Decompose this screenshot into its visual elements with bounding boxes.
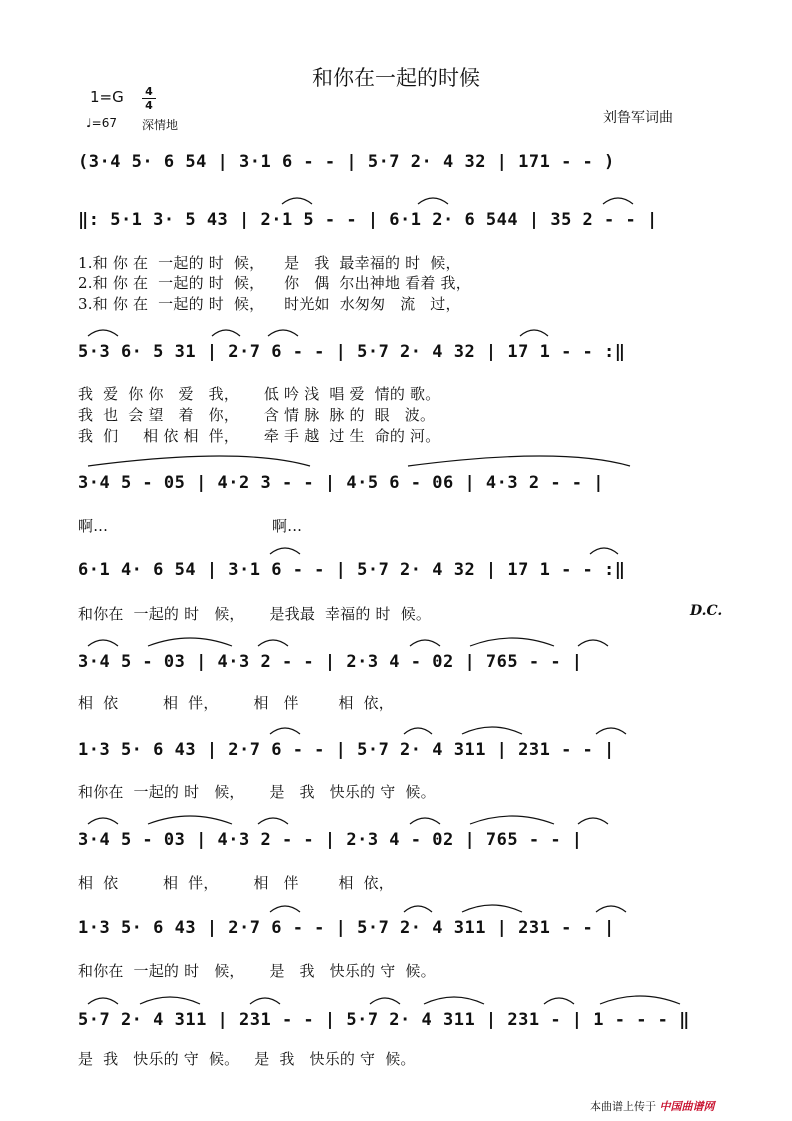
slur-arc [250,998,280,1004]
key-signature: 1=G [90,88,124,106]
slur-arc [462,905,522,912]
tempo-marking: ♩=67 [86,116,117,130]
lyrics-row-2-verse-3: 3.和 你 在 一起的 时 候， 时光如 水匆匆 流 过， [78,295,461,313]
slur-arc [270,548,300,554]
slur-arc [603,198,633,204]
slur-arc [462,727,522,734]
slur-arc [282,198,312,204]
slur-arc [596,728,626,734]
slur-arc [596,906,626,912]
slur-arc [404,906,432,912]
slur-arc [268,330,298,336]
slur-arc [148,638,232,646]
slur-arc [370,998,400,1004]
lyrics-row-7: 和你在 一起的 时 候， 是 我 快乐的 守 候。 [78,783,436,801]
slur-arc [410,640,440,646]
slur-arc [520,330,548,336]
lyrics-row-3-verse-1: 我 爱 你 你 爱 我， 低 吟 浅 唱 爱 情的 歌。 [78,385,441,403]
slur-arc [544,998,574,1004]
time-signature-top: 4 [145,85,153,98]
lyrics-row-2-verse-2: 2.和 你 在 一起的 时 候， 你 偶 尔出神地 看着 我， [78,274,471,292]
lyrics-row-3-verse-3: 我 们 相 依 相 伴， 牵 手 越 过 生 命的 河。 [78,427,441,445]
lyrics-row-9: 和你在 一起的 时 候， 是 我 快乐的 守 候。 [78,962,436,980]
slur-arc [470,638,554,646]
notation-row-1: (3·4 5· 6 54 | 3·1 6 - - | 5·7 2· 4 32 | 171 - - ) [78,152,615,172]
slur-arc [88,640,118,646]
lyrics-row-6: 相 依 相 伴， 相 伴 相 依， [78,694,394,712]
notation-row-10: 5·7 2· 4 311 | 231 - - | 5·7 2· 4 311 | 231 - | 1 - - - ‖ [78,1010,690,1030]
slur-arc [88,456,310,466]
slur-arc [600,996,680,1004]
slur-arc [258,640,288,646]
notation-row-3: 5·3 6· 5 31 | 2·7 6 - - | 5·7 2· 4 32 | 17 1 - - :‖ [78,342,626,362]
slur-arc [404,728,432,734]
slur-arc [410,818,440,824]
dc-marking: D.C. [690,603,723,619]
notation-row-2: ‖: 5·1 3· 5 43 | 2·1 5 - - | 6·1 2· 6 544 | 35 2 - - | [78,210,658,230]
slur-arc [470,816,554,824]
lyrics-row-3-verse-2: 我 也 会 望 着 你， 含 情 脉 脉 的 眼 波。 [78,406,436,424]
expression-marking: 深情地 [142,118,179,132]
lyrics-row-8: 相 依 相 伴， 相 伴 相 依， [78,874,394,892]
notation-row-6: 3·4 5 - 03 | 4·3 2 - - | 2·3 4 - 02 | 765 - - | [78,652,583,672]
lyrics-row-4: 啊... 啊... [78,517,303,535]
footer-brand-logo[interactable]: 中国曲谱网 [659,1100,715,1113]
slur-arc [88,998,118,1004]
notation-row-8: 3·4 5 - 03 | 4·3 2 - - | 2·3 4 - 02 | 765 - - | [78,830,583,850]
slur-arc [578,640,608,646]
slur-arc [578,818,608,824]
slur-arc [212,330,240,336]
slur-arc [590,548,618,554]
slur-arc [408,456,630,466]
slur-arc [418,198,448,204]
slur-arc [140,997,200,1004]
notation-row-9: 1·3 5· 6 43 | 2·7 6 - - | 5·7 2· 4 311 | 231 - - | [78,918,615,938]
lyrics-row-2-verse-1: 1.和 你 在 一起的 时 候， 是 我 最幸福的 时 候， [78,254,461,272]
lyrics-row-5: 和你在 一起的 时 候， 是我最 幸福的 时 候。 [78,605,432,623]
slur-arc [88,818,118,824]
slur-arc [148,816,232,824]
footer-credit [590,1098,715,1114]
score-title: 和你在一起的时候 [312,66,480,90]
slur-arc [258,818,288,824]
notation-row-4: 3·4 5 - 05 | 4·2 3 - - | 4·5 6 - 06 | 4·3 2 - - | [78,473,605,493]
slur-arc [88,330,118,336]
composer-credit: 刘鲁军词曲 [603,110,673,126]
slur-arc [270,906,300,912]
slur-arc [424,997,484,1004]
slur-arc [270,728,300,734]
lyrics-row-10: 是 我 快乐的 守 候。 是 我 快乐的 守 候。 [78,1050,416,1068]
time-signature-bottom: 4 [145,99,153,112]
notation-row-5: 6·1 4· 6 54 | 3·1 6 - - | 5·7 2· 4 32 | 17 1 - - :‖ [78,560,626,580]
notation-row-7: 1·3 5· 6 43 | 2·7 6 - - | 5·7 2· 4 311 | 231 - - | [78,740,615,760]
footer-text: 本曲谱上传于 [590,1100,656,1113]
